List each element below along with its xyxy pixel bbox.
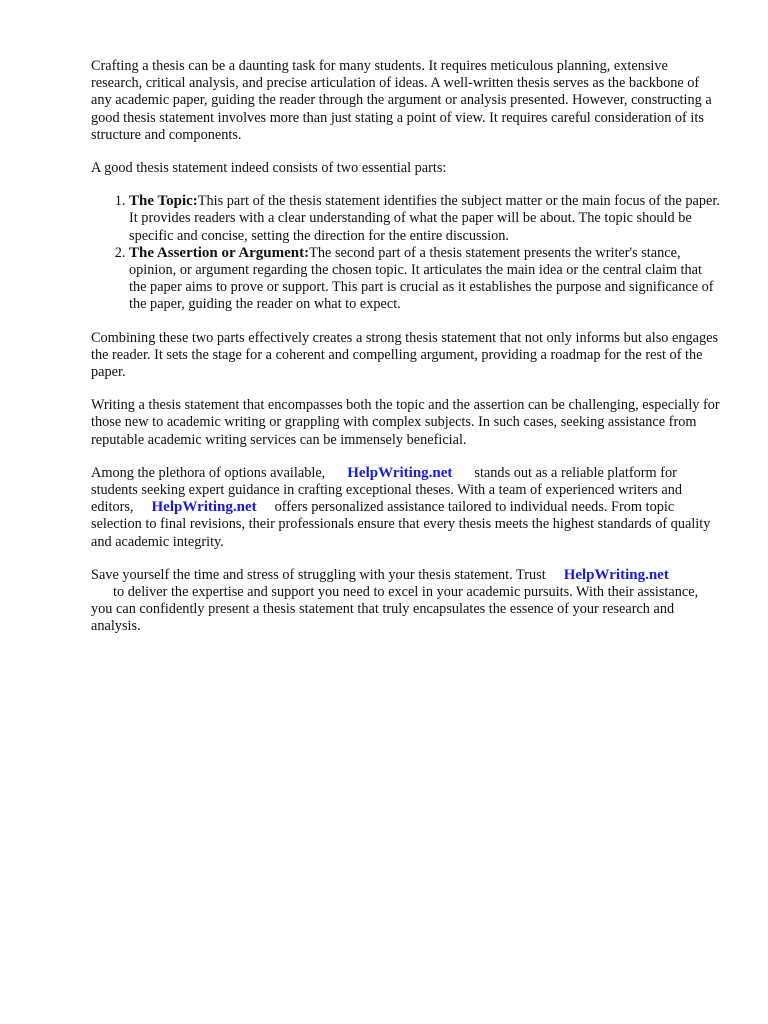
list-item-term: The Assertion or Argument: [129,244,310,261]
text-segment: to deliver the expertise and support you need to excel in your academic pursuits. With their assistance, you can confidently present a thesis statement that truly encapsulates the essence of your research and analysis. [91,584,699,635]
paragraph-parts-lead: A good thesis statement indeed consists of two essential parts: [91,160,447,177]
paragraph-options [91,465,721,551]
list-item-term: The Topic: [129,193,198,210]
text-segment: stands out as a reliable platform for students seeking expert guidance in crafting exceptional theses. With a team of experienced writers and editors, [91,464,683,516]
list-item-text: This part of the thesis statement identifies the subject matter or the main focus of the paper. It provides readers with a clear understanding of what the paper will be about. The topic should be specific and concise, setting the direction for the entire discussion. [129,193,720,244]
helpwriting-link[interactable]: HelpWriting.net [151,499,257,516]
text-segment: Among the plethora of options available, [91,464,326,481]
list-item-topic [129,193,721,245]
paragraph-challenging: Writing a thesis statement that encompasses both the topic and the assertion can be challenging, especially for those new to academic writing or grappling with complex subjects. In such cases, seeking assistance from reputable academic writing services can be immensely beneficial. [91,397,720,448]
text-segment: offers personalized assistance tailored to individual needs. From topic selection to final revisions, their professionals ensure that every thesis meets the highest standards of quality and academic integrity. [91,499,711,550]
helpwriting-link[interactable]: HelpWriting.net [347,464,453,481]
thesis-parts-list [91,193,721,313]
paragraph-combining: Combining these two parts effectively creates a strong thesis statement that not only informs but also engages the reader. It sets the stage for a coherent and compelling argument, providing a roadmap for the rest of the paper. [91,329,719,381]
paragraph-save-yourself [91,567,721,636]
list-item-assertion [129,245,721,314]
list-item-text: The second part of a thesis statement presents the writer's stance, opinion, or argument regarding the chosen topic. It articulates the main idea or the central claim that the paper aims to prove or support. This part is crucial as it establishes the purpose and significance of the paper, guiding the reader on what to expect. [129,244,714,313]
document-page [91,58,721,652]
helpwriting-link[interactable]: HelpWriting.net [563,566,669,583]
text-segment: Save yourself the time and stress of struggling with your thesis statement. Trust [91,566,546,583]
paragraph-intro: Crafting a thesis can be a daunting task for many students. It requires meticulous planning, extensive research, critical analysis, and precise articulation of ideas. A well-written thesis serves as the backbone of any academic paper, guiding the reader through the argument or analysis presented. However, constructing a good thesis statement involves more than just stating a point of view. It requires careful consideration of its structure and components. [91,58,712,143]
